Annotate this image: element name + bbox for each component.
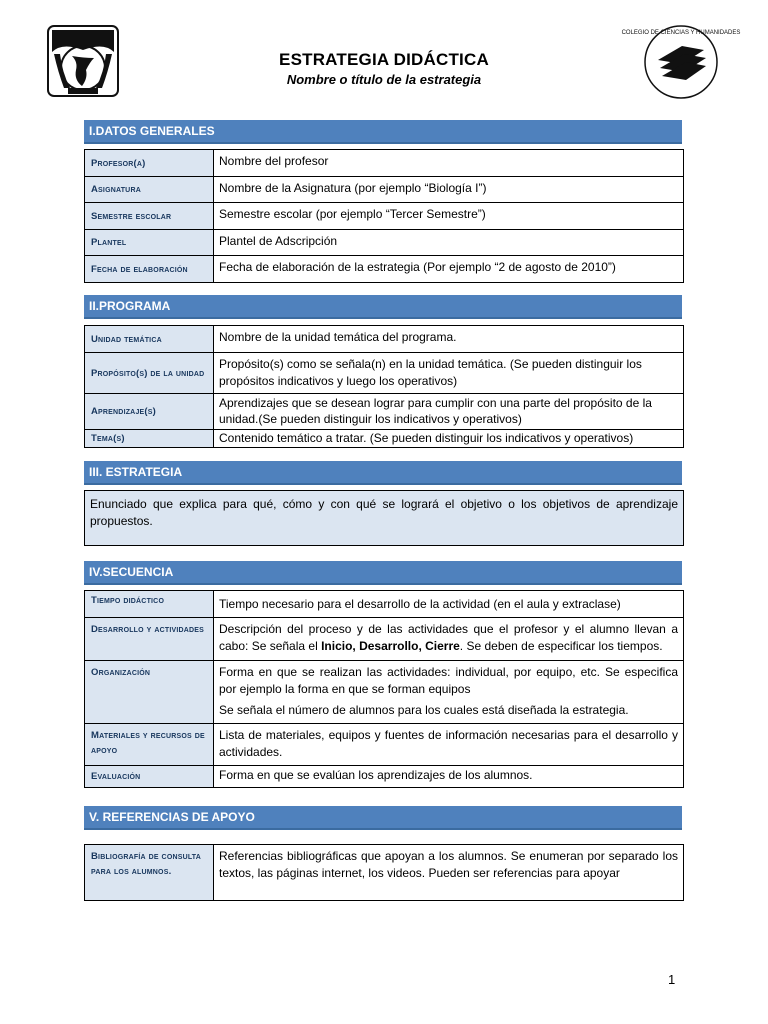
page-number: 1 bbox=[668, 972, 676, 987]
label-bibliografia: Bibliografía de consulta para los alumnos. bbox=[85, 845, 214, 901]
value-asignatura: Nombre de la Asignatura (por ejemplo “Biología I”) bbox=[214, 177, 684, 203]
label-profesor: Profesor(a) bbox=[85, 150, 214, 177]
value-tiempo: Tiempo necesario para el desarrollo de la actividad (en el aula y extraclase) bbox=[214, 591, 684, 618]
table-row bbox=[85, 430, 684, 448]
label-evaluacion: Evaluación bbox=[85, 766, 214, 788]
value-semestre: Semestre escolar (por ejemplo “Tercer Semestre”) bbox=[214, 203, 684, 230]
value-bibliografia: Referencias bibliográficas que apoyan a los alumnos. Se enumeran por separado los textos, las páginas internet, los videos. Pueden ser referencias para apoyar bbox=[214, 845, 684, 901]
table-row bbox=[85, 845, 684, 901]
value-profesor: Nombre del profesor bbox=[214, 150, 684, 177]
section-programa: II.PROGRAMA bbox=[84, 295, 682, 319]
section-estrategia: III. ESTRATEGIA bbox=[84, 461, 682, 485]
organizacion-text: Forma en que se realizan las actividades: individual, por equipo, etc. Se especifica por ejemplo la forma en que se forman equipos bbox=[219, 665, 678, 696]
value-desarrollo bbox=[214, 618, 684, 661]
table-row bbox=[85, 591, 684, 618]
desarrollo-text-bold: Inicio, Desarrollo, Cierre bbox=[321, 639, 460, 653]
document-title: ESTRATEGIA DIDÁCTICA bbox=[279, 50, 489, 69]
table-row bbox=[85, 618, 684, 661]
label-fecha: Fecha de elaboración bbox=[85, 256, 214, 283]
secuencia-table bbox=[84, 590, 684, 788]
value-aprendizajes: Aprendizajes que se desean lograr para cumplir con una parte del propósito de la unidad.(Se pueden distinguir los indicativos y operativos) bbox=[214, 394, 684, 430]
value-evaluacion: Forma en que se evalúan los aprendizajes de los alumnos. bbox=[214, 766, 684, 788]
value-plantel: Plantel de Adscripción bbox=[214, 230, 684, 256]
value-materiales: Lista de materiales, equipos y fuentes de información necesarias para el desarrollo y actividades. bbox=[214, 724, 684, 766]
label-semestre: Semestre escolar bbox=[85, 203, 214, 230]
value-temas: Contenido temático a tratar. (Se pueden distinguir los indicativos y operativos) bbox=[214, 430, 684, 448]
label-desarrollo: Desarrollo y actividades bbox=[85, 618, 214, 661]
section-referencias: V. REFERENCIAS DE APOYO bbox=[84, 806, 682, 830]
desarrollo-text-post: . Se deben de especificar los tiempos. bbox=[459, 639, 663, 653]
label-tiempo: Tiempo didáctico bbox=[85, 591, 214, 618]
estrategia-text: Enunciado que explica para qué, cómo y con qué se logrará el objetivo o los objetivos de aprendizaje propuestos. bbox=[84, 490, 684, 546]
label-aprendizajes: Aprendizaje(s) bbox=[85, 394, 214, 430]
cch-logo-text: COLEGIO DE CIENCIAS Y HUMANIDADES bbox=[621, 30, 741, 36]
label-materiales: Materiales y recursos de apoyo bbox=[85, 724, 214, 766]
value-fecha: Fecha de elaboración de la estrategia (Por ejemplo “2 de agosto de 2010”) bbox=[214, 256, 684, 283]
table-row bbox=[85, 724, 684, 766]
table-row bbox=[85, 256, 684, 283]
table-row bbox=[85, 353, 684, 394]
desarrollo-text-pre: Descripción del proceso y de las actividades que el profesor y el alumno llevan a cabo: Se señala el bbox=[219, 622, 678, 653]
section-secuencia: IV.SECUENCIA bbox=[84, 561, 682, 585]
organizacion-text-2: Se señala el número de alumnos para los cuales está diseñada la estrategia. bbox=[219, 703, 629, 717]
label-unidad-tematica: Unidad temática bbox=[85, 326, 214, 353]
label-temas: Tema(s) bbox=[85, 430, 214, 448]
value-organizacion bbox=[214, 661, 684, 724]
programa-table bbox=[84, 325, 684, 448]
value-propositos: Propósito(s) como se señala(n) en la unidad temática. (Se pueden distinguir los propósitos indicativos y luego los operativos) bbox=[214, 353, 684, 394]
table-row bbox=[85, 150, 684, 177]
label-organizacion: Organización bbox=[85, 661, 214, 724]
table-row bbox=[85, 394, 684, 430]
table-row bbox=[85, 177, 684, 203]
label-propositos: Propósito(s) de la unidad bbox=[85, 353, 214, 394]
document-subtitle: Nombre o título de la estrategia bbox=[286, 72, 482, 87]
value-unidad-tematica: Nombre de la unidad temática del programa. bbox=[214, 326, 684, 353]
referencias-table bbox=[84, 844, 684, 901]
table-row bbox=[85, 230, 684, 256]
section-datos-generales: I.DATOS GENERALES bbox=[84, 120, 682, 144]
table-row bbox=[85, 661, 684, 724]
datos-generales-table bbox=[84, 149, 684, 283]
table-row bbox=[85, 766, 684, 788]
table-row bbox=[85, 326, 684, 353]
table-row bbox=[85, 203, 684, 230]
label-asignatura: Asignatura bbox=[85, 177, 214, 203]
label-plantel: Plantel bbox=[85, 230, 214, 256]
